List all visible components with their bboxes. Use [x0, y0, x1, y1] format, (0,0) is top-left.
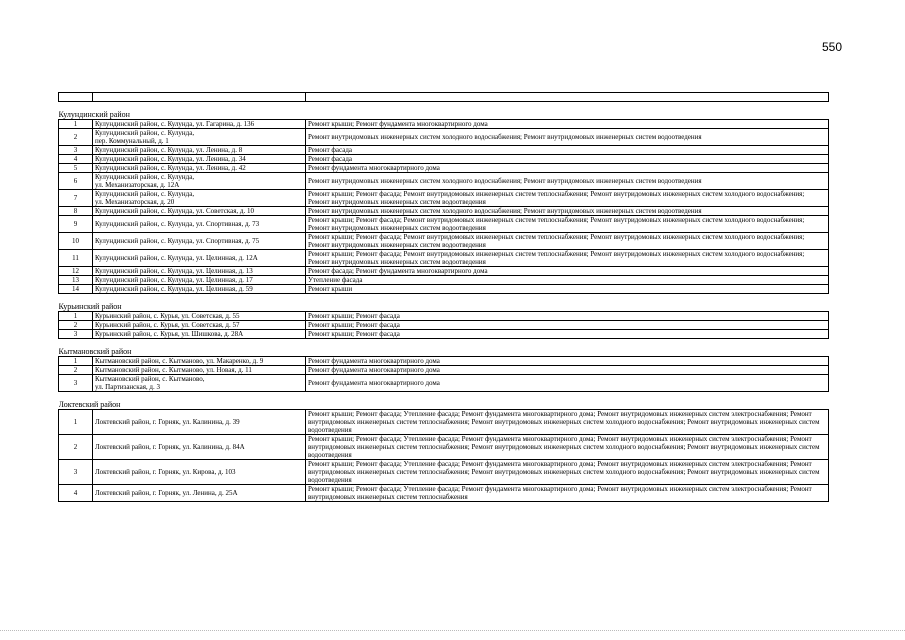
repair-works: Ремонт крыши; Ремонт фасада; Ремонт внутридомовых инженерных систем теплоснабжения; Ремонт внутридомовых инженерных систем холодного водоснабжения; Ремонт внутридомовых инженерных систем водоотведения [306, 250, 829, 267]
table-row [59, 120, 829, 129]
repair-works: Ремонт крыши; Ремонт фасада; Утепление фасада; Ремонт фундамента многоквартирного дома; Ремонт внутридомовых инженерных систем электроснабжения; Ремонт внутридомовых инженерных систем теплоснабжения; Ремонт внутридомовых инженерных систем холодного водоснабжения; Ремонт внутридомовых инженерных систем водоотведения [306, 460, 829, 485]
repair-works: Ремонт фасада [306, 155, 829, 164]
repair-works: Ремонт крыши; Ремонт фасада; Утепление фасада; Ремонт фундамента многоквартирного дома; Ремонт внутридомовых инженерных систем электроснабжения; Ремонт внутридомовых инженерных систем теплоснабжения; Ремонт внутридомовых инженерных систем холодного водоснабжения; Ремонт внутридомовых инженерных систем водоотведения [306, 410, 829, 435]
building-address: Кулундинский район, с. Кулунда, ул. Ленина, д. 34 [93, 155, 306, 164]
scan-edge-line [0, 630, 905, 632]
repair-works: Ремонт крыши; Ремонт фасада; Ремонт внутридомовых инженерных систем теплоснабжения; Ремонт внутридомовых инженерных систем холодного водоснабжения; Ремонт внутридомовых инженерных систем водоотведения [306, 190, 829, 207]
row-number: 14 [59, 285, 93, 294]
table-row [59, 366, 829, 375]
header-cell [93, 93, 306, 102]
building-address: Кулундинский район, с. Кулунда, ул. Целинная, д. 59 [93, 285, 306, 294]
repair-works: Ремонт крыши; Ремонт фасада; Ремонт внутридомовых инженерных систем теплоснабжения; Ремонт внутридомовых инженерных систем холодного водоснабжения; Ремонт внутридомовых инженерных систем водоотведения [306, 233, 829, 250]
table-row [59, 190, 829, 207]
table-row [59, 321, 829, 330]
building-address: Кулундинский район, с. Кулунда, ул. Спортивная, д. 75 [93, 233, 306, 250]
district-name: Локтевский район [59, 392, 829, 410]
table-header-row [59, 93, 829, 102]
row-number: 10 [59, 233, 93, 250]
repair-works: Ремонт фундамента многоквартирного дома [306, 375, 829, 392]
district-name: Кытмановский район [59, 339, 829, 357]
table-row [59, 375, 829, 392]
repair-works: Ремонт крыши; Ремонт фасада; Ремонт внутридомовых инженерных систем теплоснабжения; Ремонт внутридомовых инженерных систем холодного водоснабжения; Ремонт внутридомовых инженерных систем водоотведения [306, 216, 829, 233]
table-row [59, 216, 829, 233]
row-number: 11 [59, 250, 93, 267]
table-row [59, 164, 829, 173]
repair-works: Ремонт внутридомовых инженерных систем холодного водоснабжения; Ремонт внутридомовых инженерных систем водоотведения [306, 173, 829, 190]
building-address: Кулундинский район, с. Кулунда, ул. Целинная, д. 12А [93, 250, 306, 267]
row-number: 4 [59, 155, 93, 164]
table-row [59, 250, 829, 267]
repair-works: Ремонт крыши; Ремонт фасада; Утепление фасада; Ремонт фундамента многоквартирного дома; Ремонт внутридомовых инженерных систем электроснабжения; Ремонт внутридомовых инженерных систем теплоснабжения; Ремонт внутридомовых инженерных систем холодного водоснабжения; Ремонт внутридомовых инженерных систем водоотведения [306, 435, 829, 460]
building-address: Кулундинский район, с. Кулунда, ул. Механизаторская, д. 12А [93, 173, 306, 190]
row-number: 3 [59, 460, 93, 485]
table-row [59, 312, 829, 321]
building-address: Локтевский район, г. Горняк, ул. Ленина, д. 25А [93, 485, 306, 502]
table-row [59, 146, 829, 155]
row-number: 1 [59, 357, 93, 366]
row-number: 1 [59, 410, 93, 435]
page-number: 550 [822, 40, 843, 54]
building-address: Кытмановский район, с. Кытманово, ул. Партизанская, д. 3 [93, 375, 306, 392]
row-number: 6 [59, 173, 93, 190]
table-row [59, 173, 829, 190]
table-row [59, 233, 829, 250]
row-number: 1 [59, 120, 93, 129]
repair-works: Ремонт крыши; Ремонт фасада [306, 312, 829, 321]
district-heading-row [59, 294, 829, 312]
repair-works: Ремонт крыши; Ремонт фасада [306, 330, 829, 339]
row-number: 12 [59, 267, 93, 276]
building-address: Локтевский район, г. Горняк, ул. Калинина, д. 84А [93, 435, 306, 460]
building-address: Кулундинский район, с. Кулунда, ул. Целинная, д. 13 [93, 267, 306, 276]
building-address: Кулундинский район, с. Кулунда, ул. Гагарина, д. 136 [93, 120, 306, 129]
district-heading-row [59, 102, 829, 120]
repair-works: Ремонт фасада; Ремонт фундамента многоквартирного дома [306, 267, 829, 276]
building-address: Курьинский район, с. Курья, ул. Советская, д. 57 [93, 321, 306, 330]
row-number: 8 [59, 207, 93, 216]
table-row [59, 207, 829, 216]
table-row [59, 155, 829, 164]
table-row [59, 435, 829, 460]
table-row [59, 460, 829, 485]
row-number: 4 [59, 485, 93, 502]
repair-works: Ремонт крыши; Ремонт фасада; Утепление фасада; Ремонт фундамента многоквартирного дома; Ремонт внутридомовых инженерных систем электроснабжения; Ремонт внутридомовых инженерных систем теплоснабжения [306, 485, 829, 502]
repair-works: Ремонт внутридомовых инженерных систем холодного водоснабжения; Ремонт внутридомовых инженерных систем водоотведения [306, 207, 829, 216]
row-number: 2 [59, 321, 93, 330]
row-number: 2 [59, 435, 93, 460]
row-number: 1 [59, 312, 93, 321]
district-heading-row [59, 339, 829, 357]
repair-works: Ремонт фундамента многоквартирного дома [306, 164, 829, 173]
building-address: Курьинский район, с. Курья, ул. Шишкова, д. 28А [93, 330, 306, 339]
repair-works: Ремонт крыши; Ремонт фасада [306, 321, 829, 330]
header-cell [306, 93, 829, 102]
building-address: Кулундинский район, с. Кулунда, ул. Советская, д. 10 [93, 207, 306, 216]
building-address: Кулундинский район, с. Кулунда, ул. Спортивная, д. 73 [93, 216, 306, 233]
repair-works: Ремонт крыши [306, 285, 829, 294]
table-row [59, 276, 829, 285]
district-name: Кулундинский район [59, 102, 829, 120]
row-number: 3 [59, 146, 93, 155]
table-row [59, 410, 829, 435]
repair-works: Утепление фасада [306, 276, 829, 285]
header-cell [59, 93, 93, 102]
building-address: Кулундинский район, с. Кулунда, ул. Ленина, д. 42 [93, 164, 306, 173]
building-address: Кулундинский район, с. Кулунда, ул. Целинная, д. 17 [93, 276, 306, 285]
table-row [59, 129, 829, 146]
building-address: Кулундинский район, с. Кулунда, ул. Механизаторская, д. 20 [93, 190, 306, 207]
table-row [59, 485, 829, 502]
repair-works: Ремонт крыши; Ремонт фундамента многоквартирного дома [306, 120, 829, 129]
row-number: 13 [59, 276, 93, 285]
row-number: 3 [59, 375, 93, 392]
building-address: Курьинский район, с. Курья, ул. Советская, д. 55 [93, 312, 306, 321]
repair-works: Ремонт фундамента многоквартирного дома [306, 366, 829, 375]
row-number: 9 [59, 216, 93, 233]
repair-works: Ремонт фундамента многоквартирного дома [306, 357, 829, 366]
repair-works-table [58, 92, 829, 502]
table-row [59, 357, 829, 366]
table-row [59, 267, 829, 276]
table-row [59, 330, 829, 339]
district-name: Курьинский район [59, 294, 829, 312]
repair-works: Ремонт фасада [306, 146, 829, 155]
row-number: 2 [59, 366, 93, 375]
building-address: Локтевский район, г. Горняк, ул. Кирова, д. 103 [93, 460, 306, 485]
building-address: Кулундинский район, с. Кулунда, пер. Коммунальный, д. 1 [93, 129, 306, 146]
building-address: Локтевский район, г. Горняк, ул. Калинина, д. 39 [93, 410, 306, 435]
building-address: Кытмановский район, с. Кытманово, ул. Макаренко, д. 9 [93, 357, 306, 366]
row-number: 7 [59, 190, 93, 207]
repair-works: Ремонт внутридомовых инженерных систем холодного водоснабжения; Ремонт внутридомовых инженерных систем водоотведения [306, 129, 829, 146]
building-address: Кытмановский район, с. Кытманово, ул. Новая, д. 11 [93, 366, 306, 375]
district-heading-row [59, 392, 829, 410]
building-address: Кулундинский район, с. Кулунда, ул. Ленина, д. 8 [93, 146, 306, 155]
row-number: 2 [59, 129, 93, 146]
table-row [59, 285, 829, 294]
row-number: 3 [59, 330, 93, 339]
row-number: 5 [59, 164, 93, 173]
